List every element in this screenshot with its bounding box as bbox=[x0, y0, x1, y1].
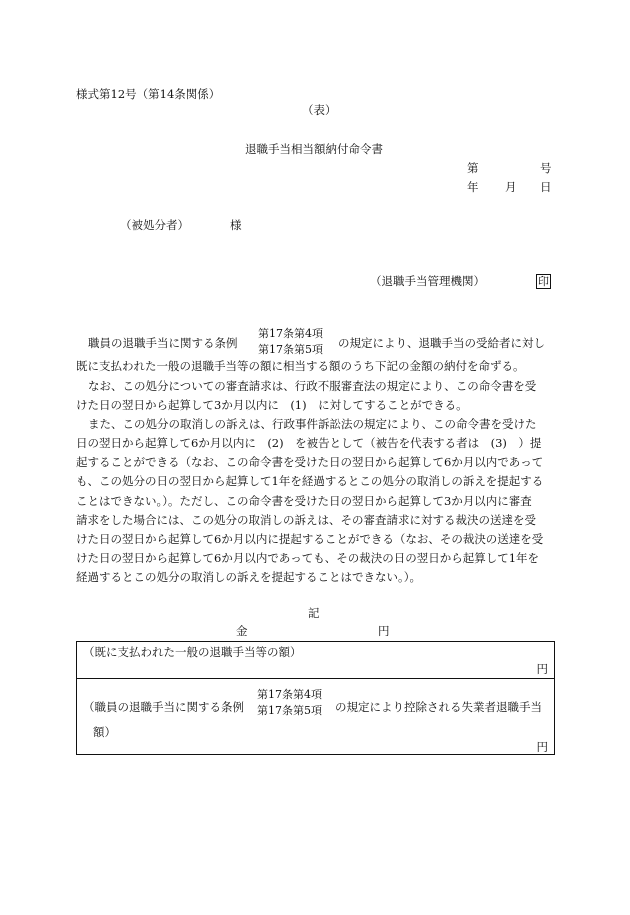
row2-pre: （職員の退職手当に関する条例 bbox=[83, 700, 244, 714]
date-month: 月 bbox=[505, 180, 517, 194]
para2-line2: けた日の翌日から起算して3か月以内に (1) に対してすることができる。 bbox=[76, 398, 468, 412]
para3-line4: も、この処分の日の翌日から起算して1年を経過するとこの処分の取消しの訴えを提起する bbox=[76, 474, 544, 488]
number-suffix: 号 bbox=[540, 161, 552, 175]
side-label: （表） bbox=[302, 103, 337, 117]
para3-line1: また、この処分の取消しの訴えは、行政事件訴訟法の規定により、この命令書を受けた bbox=[88, 417, 537, 431]
row2-post: の規定により控除される失業者退職手当 bbox=[335, 700, 542, 714]
issuer-label: （退職手当管理機関） bbox=[370, 274, 485, 288]
row2-article-b: 第17条第5項 bbox=[257, 704, 322, 717]
article-a: 第17条第4項 bbox=[258, 327, 323, 340]
row1-label: （既に支払われた一般の退職手当等の額） bbox=[83, 645, 302, 659]
para3-line6: 請求をした場合には、この処分の取消しの訴えは、その審査請求に対する裁決の送達を受 bbox=[76, 513, 536, 527]
amount-kin: 金 bbox=[236, 624, 248, 638]
para3-line2: 日の翌日から起算して6か月以内に (2) を被告として（被告を代表する者は (3) ）提 bbox=[76, 436, 542, 450]
date-year: 年 bbox=[467, 180, 479, 194]
amount-yen: 円 bbox=[378, 624, 390, 638]
addressee-honorific: 様 bbox=[230, 218, 242, 232]
date-day: 日 bbox=[540, 180, 552, 194]
amount-table bbox=[76, 641, 555, 755]
row2-article-a: 第17条第4項 bbox=[257, 688, 322, 701]
row2-line2: 額） bbox=[93, 725, 116, 739]
para3-line7: けた日の翌日から起算して6か月以内に提起することができる（なお、その裁決の送達を受 bbox=[76, 532, 544, 546]
row2-yen: 円 bbox=[536, 740, 548, 754]
para3-line3: 起することができる（なお、この命令書を受けた日の翌日から起算して6か月以内であって bbox=[76, 455, 544, 469]
table-row bbox=[77, 642, 554, 679]
article-choice bbox=[258, 326, 323, 358]
para3-line5: ことはできない。）。ただし、この命令書を受けた日の翌日から起算して3か月以内に審査 bbox=[76, 494, 532, 508]
row2-article-choice bbox=[257, 687, 322, 719]
para3-line8: けた日の翌日から起算して6か月以内であっても、その裁決の日の翌日から起算して1年を bbox=[76, 551, 540, 565]
row1-yen: 円 bbox=[536, 662, 548, 676]
addressee-label: （被処分者） bbox=[120, 218, 189, 232]
ki-heading: 記 bbox=[308, 606, 320, 620]
seal-mark bbox=[536, 275, 551, 289]
form-number: 様式第12号（第14条関係） bbox=[76, 87, 221, 101]
para1-line1-pre: 職員の退職手当に関する条例 bbox=[88, 336, 238, 350]
para3-line9: 経過するとこの処分の取消しの訴えを提起することはできない。）。 bbox=[76, 570, 421, 584]
para1-line1-post: の規定により、退職手当の受給者に対し bbox=[338, 336, 545, 350]
article-b: 第17条第5項 bbox=[258, 343, 323, 356]
seal-text: 印 bbox=[538, 275, 549, 288]
document-title: 退職手当相当額納付命令書 bbox=[245, 142, 383, 156]
para1-line2: 既に支払われた一般の退職手当等の額に相当する額のうち下記の金額の納付を命ずる。 bbox=[76, 359, 525, 373]
para2-line1: なお、この処分についての審査請求は、行政不服審査法の規定により、この命令書を受 bbox=[88, 379, 537, 393]
number-prefix: 第 bbox=[467, 161, 479, 175]
